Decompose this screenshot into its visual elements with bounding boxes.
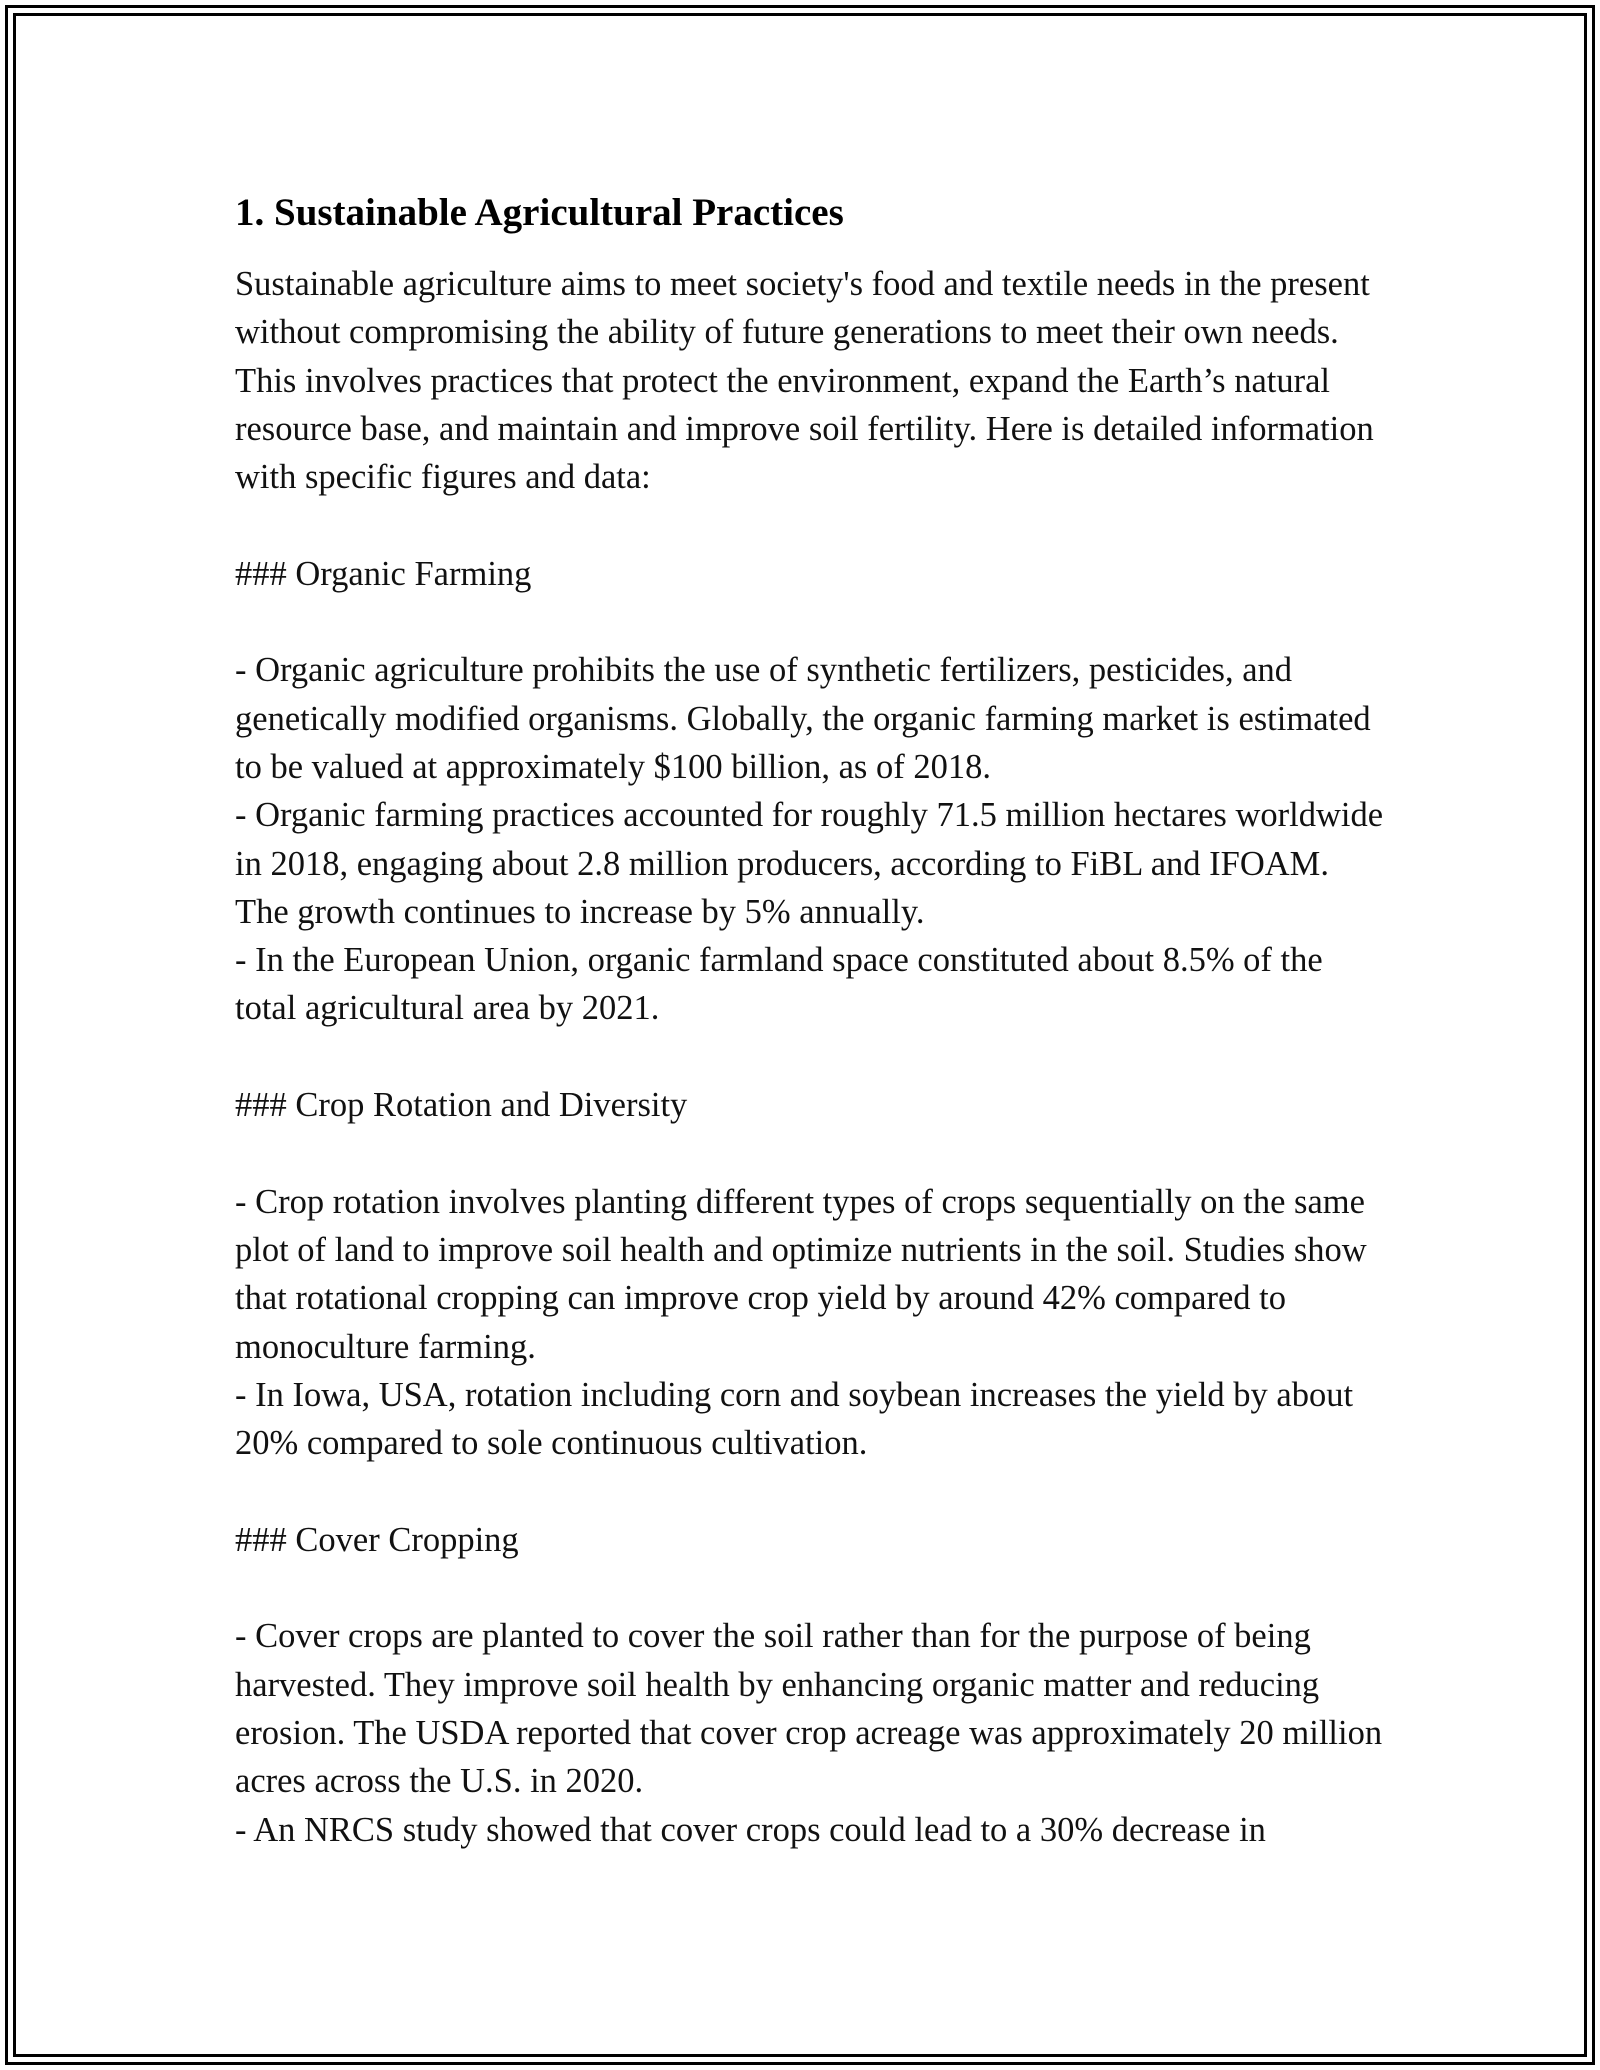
spacer bbox=[235, 501, 1385, 549]
bullet-item: - Crop rotation involves planting different types of crops sequentially on the same plot of land to improve soil health and optimize nutrients in the soil. Studies show that rotational cropping can improve crop yield by around 42% compared to monoculture farming. bbox=[235, 1182, 1367, 1366]
bullet-item: - In Iowa, USA, rotation including corn and soybean increases the yield by about 20% compared to sole continuous cultivation. bbox=[235, 1375, 1354, 1463]
document-body bbox=[235, 186, 1385, 1854]
spacer bbox=[235, 1129, 1385, 1177]
bullet-item: - Organic farming practices accounted for roughly 71.5 million hectares worldwide in 2018, engaging about 2.8 million producers, according to FiBL and IFOAM. The growth continues to increase by 5% annually. bbox=[235, 796, 1384, 931]
bullet-item: - Cover crops are planted to cover the soil rather than for the purpose of being harvested. They improve soil health by enhancing organic matter and reducing erosion. The USDA reported that cover crop acreage was approximately 20 million acres across the U.S. in 2020. bbox=[235, 1617, 1383, 1801]
spacer bbox=[235, 1467, 1385, 1515]
intro-paragraph: Sustainable agriculture aims to meet society's food and textile needs in the present without compromising the ability of future generations to meet their own needs. This involves practices that protect the environment, expand the Earth’s natural resource base, and maintain and improve soil fertility. Here is detailed information with specific figures and data: bbox=[235, 265, 1374, 497]
subsection-title-organic-farming: ### Organic Farming bbox=[235, 554, 532, 593]
spacer bbox=[235, 1564, 1385, 1612]
spacer bbox=[235, 1033, 1385, 1081]
subsection-title-cover-cropping: ### Cover Cropping bbox=[235, 1520, 519, 1559]
bullet-item: - In the European Union, organic farmland space constituted about 8.5% of the total agricultural area by 2021. bbox=[235, 941, 1323, 1028]
bullet-item: - An NRCS study showed that cover crops could lead to a 30% decrease in bbox=[235, 1810, 1266, 1849]
section-heading: 1. Sustainable Agricultural Practices bbox=[235, 191, 844, 234]
bullet-item: - Organic agriculture prohibits the use of synthetic fertilizers, pesticides, and genetically modified organisms. Globally, the organic farming market is estimated to be valued at approximately $100 billion, as of 2018. bbox=[235, 651, 1371, 786]
subsection-title-crop-rotation: ### Crop Rotation and Diversity bbox=[235, 1086, 688, 1125]
spacer bbox=[235, 598, 1385, 646]
